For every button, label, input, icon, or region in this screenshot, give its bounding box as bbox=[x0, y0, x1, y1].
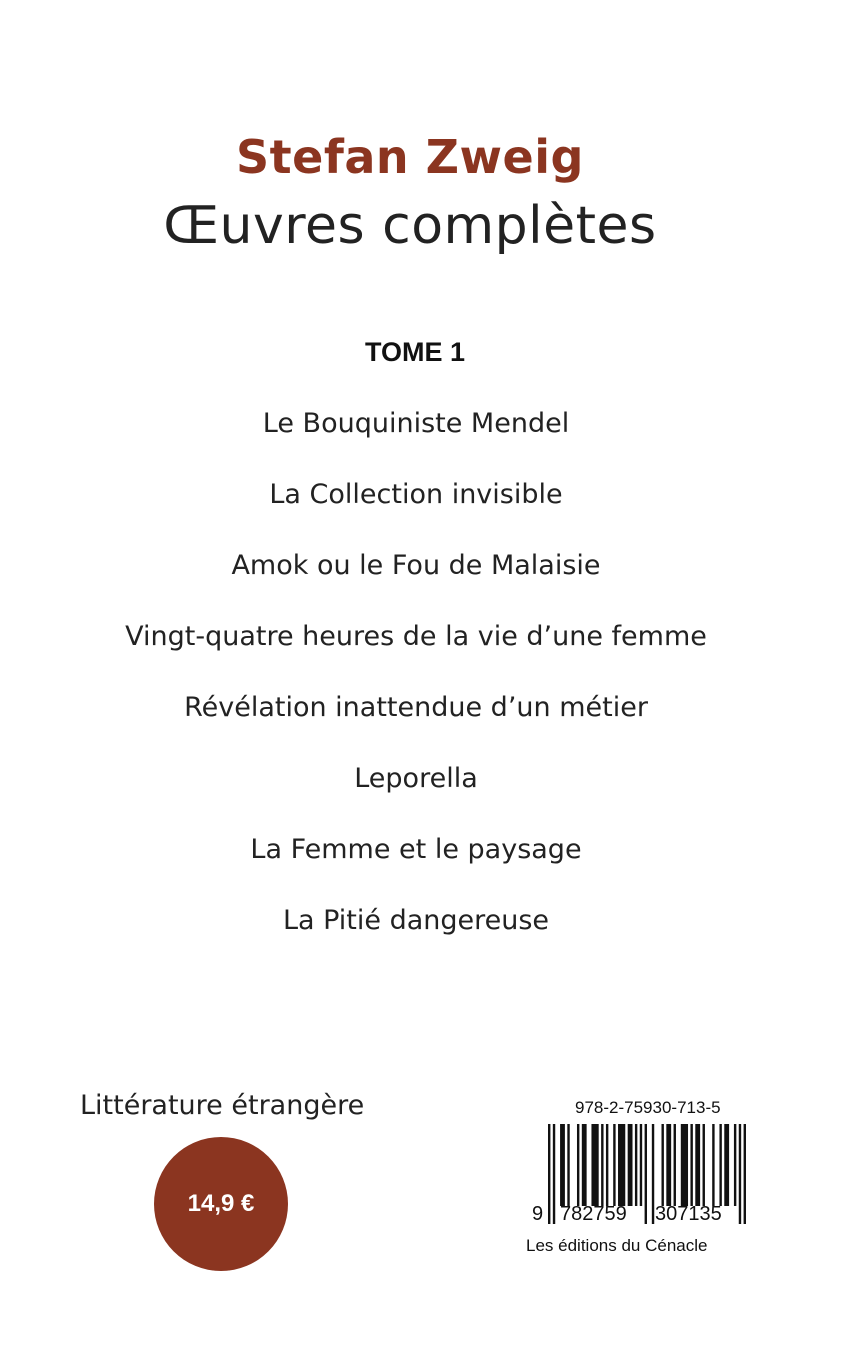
work-title: Vingt-quatre heures de la vie d’une femme bbox=[125, 621, 707, 652]
publisher-name: Les éditions du Cénacle bbox=[526, 1236, 708, 1255]
barcode-left-digits: 782759 bbox=[560, 1203, 627, 1225]
genre-label: Littérature étrangère bbox=[80, 1090, 365, 1121]
works-list bbox=[0, 402, 832, 970]
work-title: Amok ou le Fou de Malaisie bbox=[231, 550, 601, 581]
barcode-right-digits: 307135 bbox=[655, 1203, 722, 1225]
price-badge bbox=[154, 1137, 288, 1271]
work-title: Leporella bbox=[354, 763, 478, 794]
work-title: Le Bouquiniste Mendel bbox=[262, 408, 570, 439]
volume-label: TOME 1 bbox=[364, 337, 466, 367]
author-name: Stefan Zweig bbox=[236, 130, 584, 184]
work-title: La Collection invisible bbox=[269, 479, 563, 510]
series-title: Œuvres complètes bbox=[163, 196, 657, 256]
work-title: La Femme et le paysage bbox=[250, 834, 582, 865]
isbn-number: 978-2-75930-713-5 bbox=[575, 1098, 721, 1117]
work-title: La Pitié dangereuse bbox=[282, 905, 550, 936]
work-title: Révélation inattendue d’un métier bbox=[184, 692, 648, 723]
price-value: 14,9 € bbox=[187, 1190, 255, 1217]
barcode-first-digit: 9 bbox=[532, 1203, 544, 1225]
barcode-digits bbox=[532, 1203, 752, 1227]
